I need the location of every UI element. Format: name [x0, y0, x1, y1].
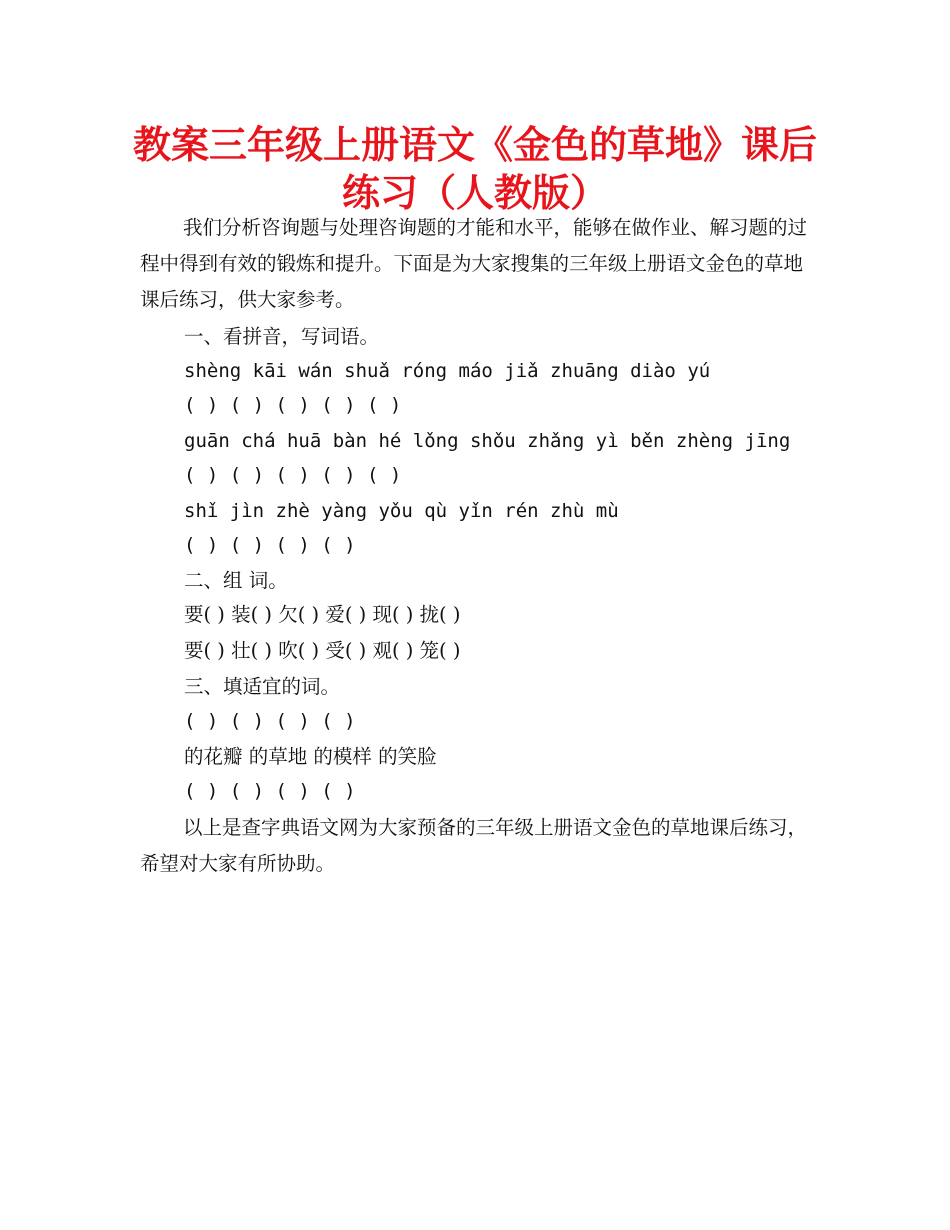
word-group-row-1: 要( ) 装( ) 欠( ) 爱( ) 现( ) 拢( ): [184, 603, 461, 626]
pinyin-line-2: guān chá huā bàn hé lǒng shǒu zhǎng yì běn zhèng jīng: [184, 430, 791, 452]
blanks-line-1: ( ) ( ) ( ) ( ) ( ): [184, 394, 402, 416]
outro-block: [140, 810, 812, 882]
section-2-heading: 二、组 词。: [184, 569, 288, 592]
blanks-line-2: ( ) ( ) ( ) ( ) ( ): [184, 464, 402, 486]
blanks-line-3: ( ) ( ) ( ) ( ): [184, 534, 356, 556]
section-3-heading: 三、填适宜的词。: [184, 675, 341, 698]
fill-blanks-line-1: ( ) ( ) ( ) ( ): [184, 710, 356, 732]
pinyin-line-1: shèng kāi wán shuǎ róng máo jiǎ zhuāng diào yú: [184, 360, 711, 382]
section-1-heading: 一、看拼音，写词语。: [184, 325, 380, 348]
outro-paragraph: 以上是查字典语文网为大家预备的三年级上册语文金色的草地课后练习，希望对大家有所协助。: [140, 816, 808, 875]
document-title-line-2: 练习（人教版）: [341, 171, 608, 215]
pinyin-line-3: shǐ jìn zhè yàng yǒu qù yǐn rén zhù mù: [184, 500, 619, 522]
document-title-line-1: 教案三年级上册语文《金色的草地》课后: [132, 123, 817, 167]
fill-words-line: 的花瓣 的草地 的模样 的笑脸: [184, 745, 437, 768]
word-group-row-2: 要( ) 壮( ) 吹( ) 受( ) 观( ) 笼( ): [184, 639, 461, 662]
intro-block: [140, 210, 812, 318]
intro-paragraph: 我们分析咨询题与处理咨询题的才能和水平，能够在做作业、解习题的过程中得到有效的锻炼和提升。下面是为大家搜集的三年级上册语文金色的草地课后练习，供大家参考。: [140, 216, 808, 311]
fill-blanks-line-2: ( ) ( ) ( ) ( ): [184, 780, 356, 802]
